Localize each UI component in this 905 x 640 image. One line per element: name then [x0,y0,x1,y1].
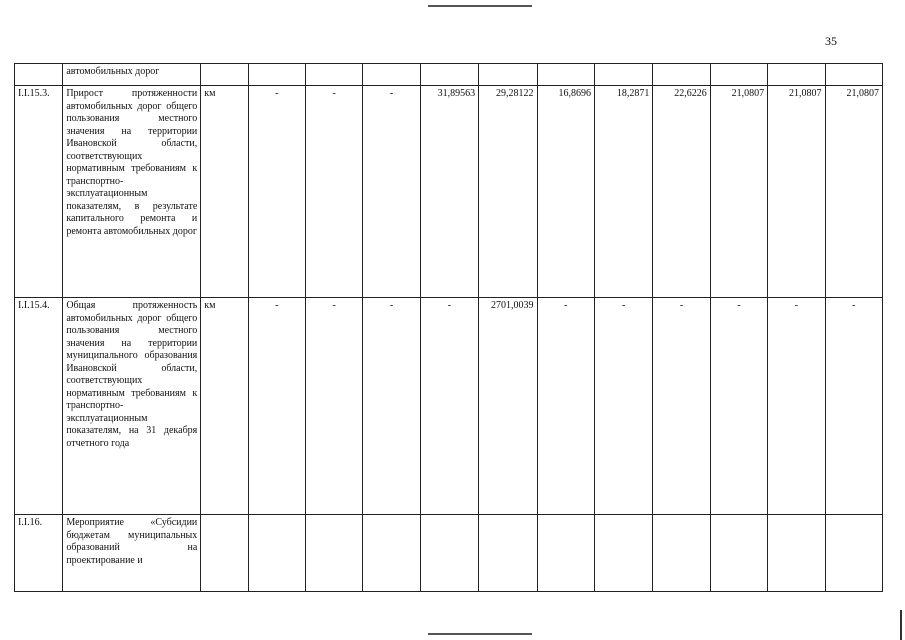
value-cell: - [305,86,362,298]
page-number: 35 [825,34,837,48]
value-cell: 31,89563 [420,86,478,298]
table-row [15,515,883,592]
value-cell: 18,2871 [594,86,652,298]
value-cell: 21,0807 [710,86,767,298]
value-cell [594,515,652,592]
value-cell [768,64,825,86]
value-cell [825,64,883,86]
value-cell [825,515,883,592]
row-code: I.I.16. [15,515,63,592]
scan-artifact-top [428,5,532,7]
value-cell [420,64,478,86]
value-cell: - [363,298,420,515]
row-code: I.I.15.3. [15,86,63,298]
value-cell: 22,6226 [653,86,710,298]
value-cell [594,64,652,86]
value-cell [710,515,767,592]
value-cell [363,515,420,592]
value-cell: - [248,86,305,298]
row-unit: км [201,86,248,298]
value-cell [363,64,420,86]
value-cell [653,515,710,592]
value-cell [479,64,537,86]
value-cell: - [710,298,767,515]
value-cell: - [363,86,420,298]
value-cell: - [537,298,594,515]
value-cell: - [653,298,710,515]
row-code: I.I.15.4. [15,298,63,515]
row-unit [201,515,248,592]
value-cell: - [305,298,362,515]
value-cell: 2701,0039 [479,298,537,515]
value-cell [420,515,478,592]
value-cell: - [825,298,883,515]
row-name: Мероприятие «Субсидии бюджетам муниципальных образований на проектирование и [63,515,201,592]
value-cell [768,515,825,592]
value-cell [710,64,767,86]
value-cell: 16,8696 [537,86,594,298]
value-cell: - [768,298,825,515]
row-unit: км [201,298,248,515]
value-cell: - [420,298,478,515]
page-edge-artifact [900,610,902,640]
value-cell: - [248,298,305,515]
table-row [15,64,883,86]
value-cell [248,64,305,86]
table-row [15,298,883,515]
value-cell: - [594,298,652,515]
row-name: Прирост протяженности автомобильных дорог общего пользования местного значения на территории Ивановской области, соответствующих нормативным требованиям к транспортно-эксплуатационным показателям, в результате капитального ремонта и ремонта автомобильных дорог [63,86,201,298]
table-row [15,86,883,298]
value-cell [305,64,362,86]
value-cell [653,64,710,86]
row-unit [201,64,248,86]
row-name: Общая протяженность автомобильных дорог общего пользования местного значения на территории муниципального образования Ивановской области, соответствующих нормативным требованиям к транспортно-эксплуатационным показателям, на 31 декабря отчетного года [63,298,201,515]
scan-artifact-bottom [428,633,532,635]
indicator-table [14,63,883,592]
value-cell: 21,0807 [768,86,825,298]
value-cell [537,515,594,592]
row-name: автомобильных дорог [63,64,201,86]
value-cell: 21,0807 [825,86,883,298]
value-cell [537,64,594,86]
value-cell [305,515,362,592]
value-cell [479,515,537,592]
row-code [15,64,63,86]
value-cell [248,515,305,592]
value-cell: 29,28122 [479,86,537,298]
